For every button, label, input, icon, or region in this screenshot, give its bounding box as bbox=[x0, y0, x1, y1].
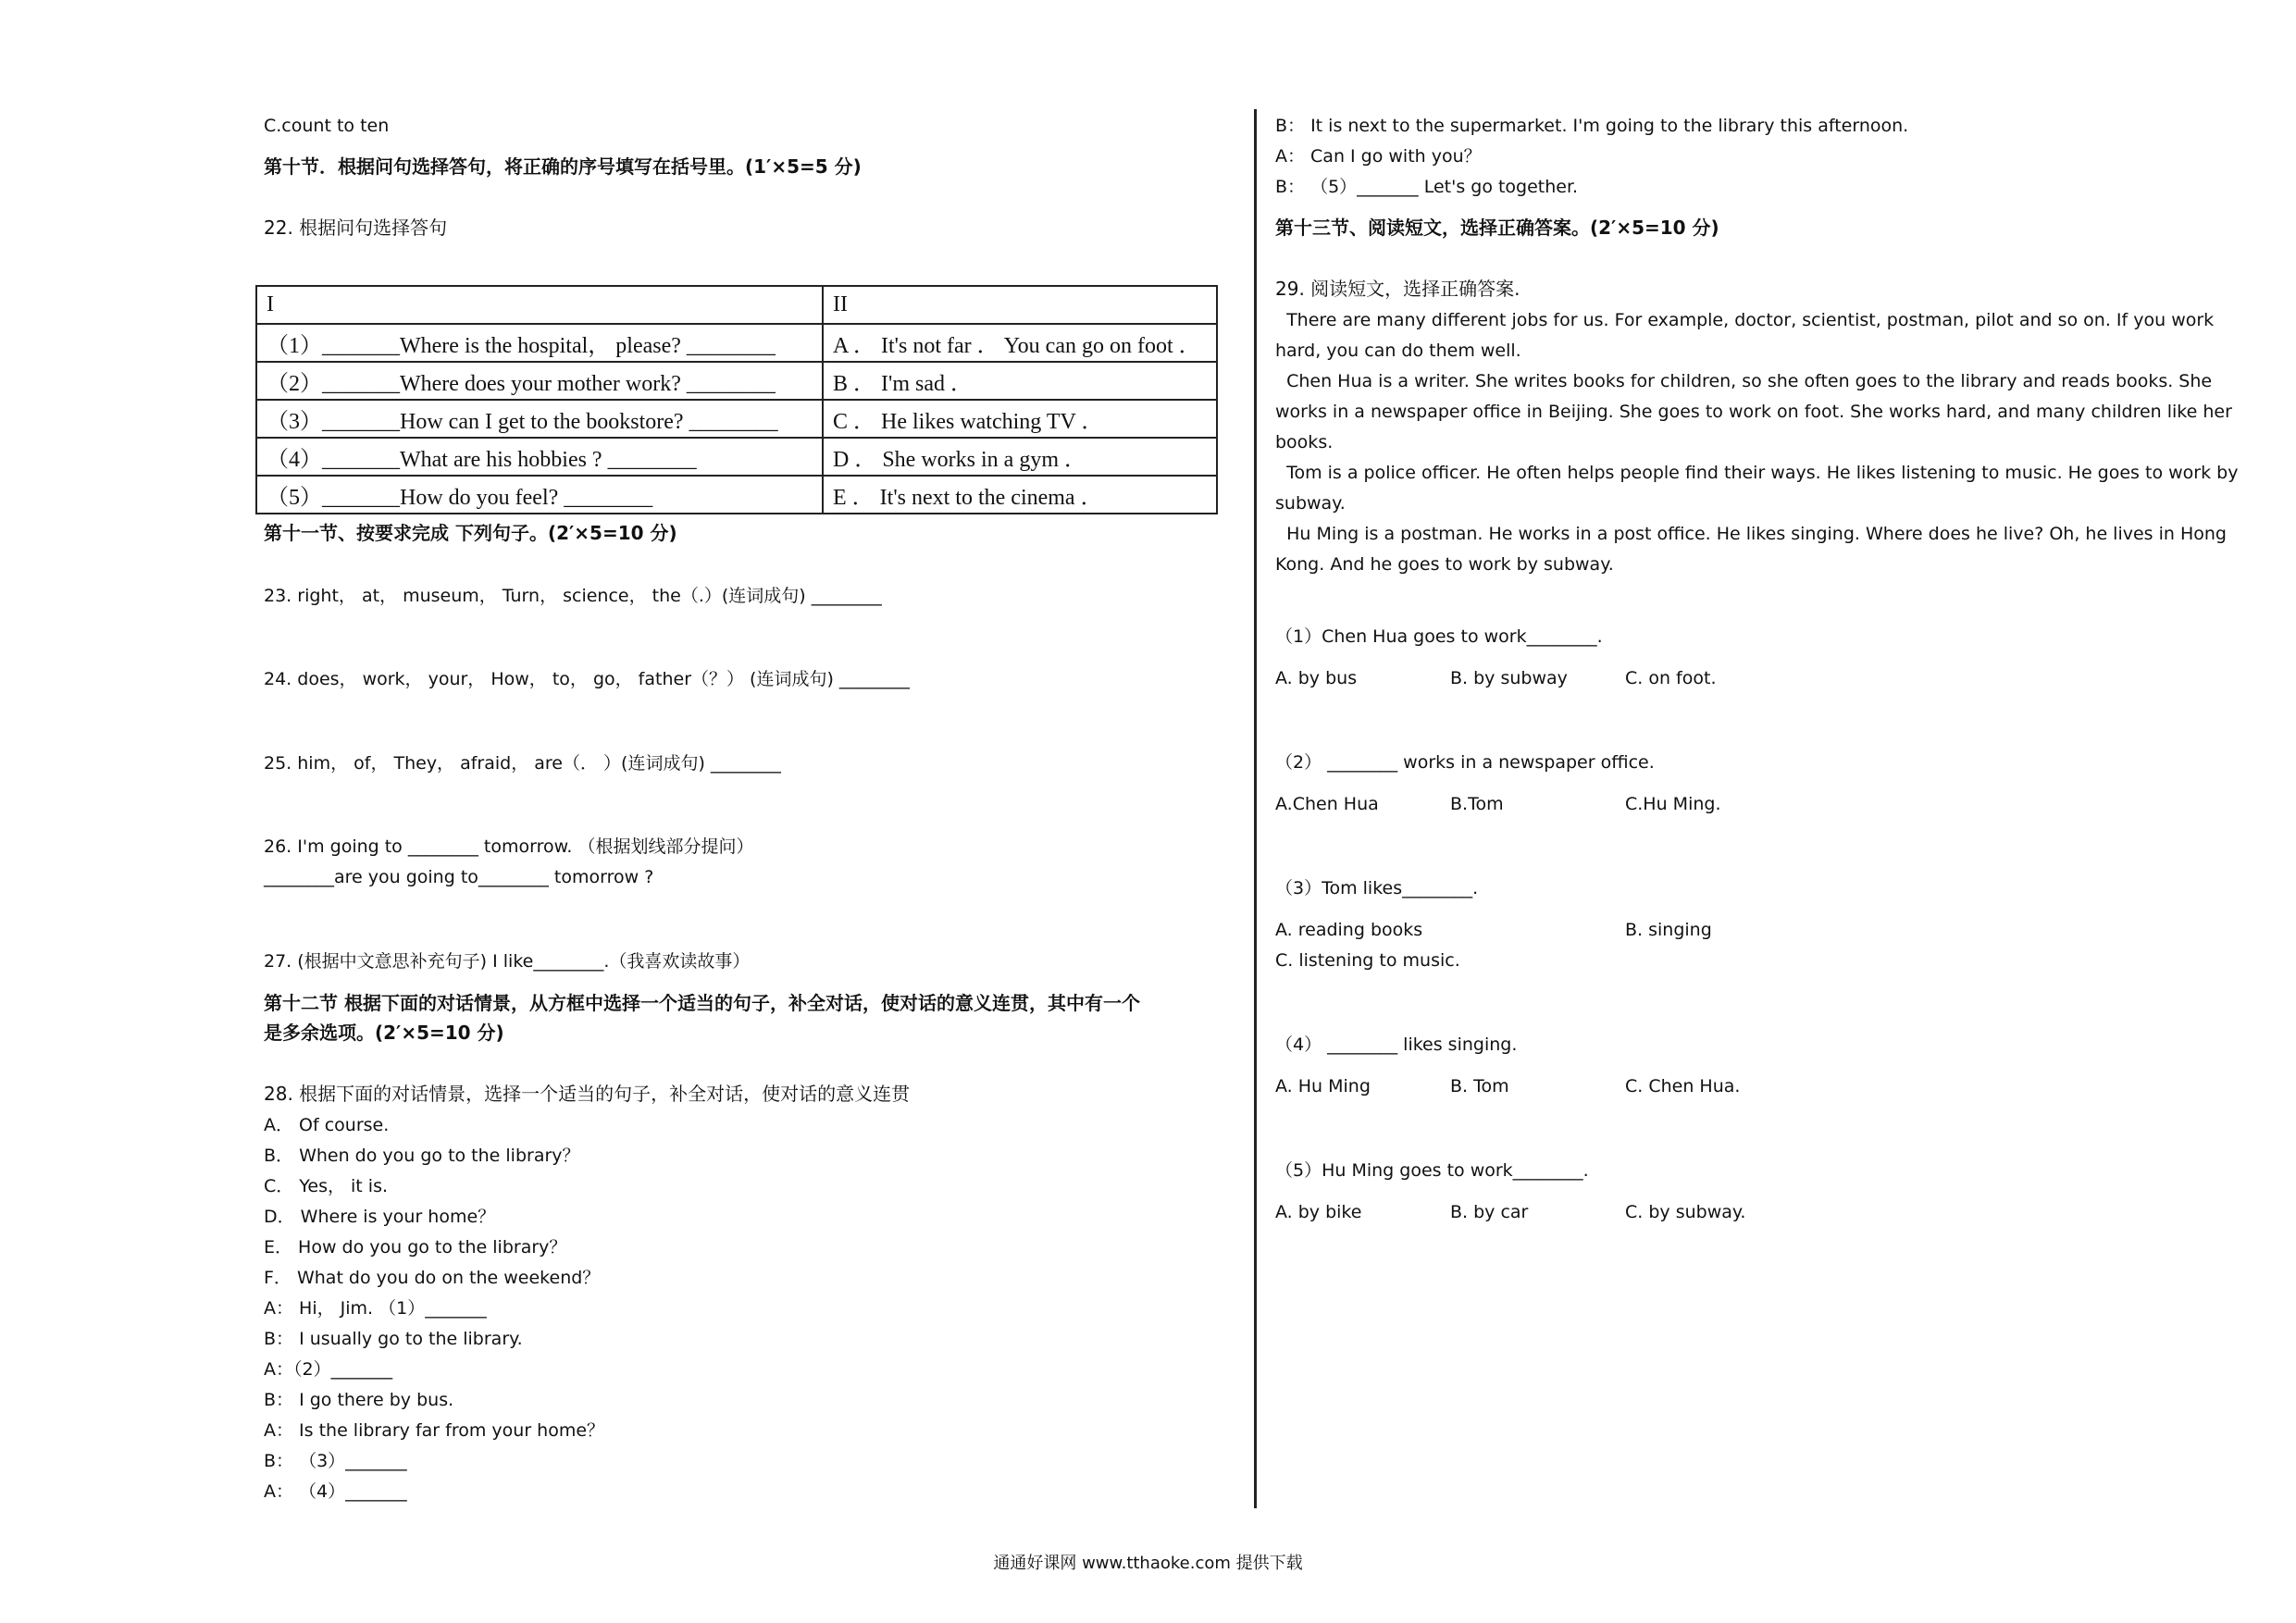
column-divider bbox=[1254, 109, 1257, 1508]
section-heading: 第十二节 根据下面的对话情景，从方框中选择一个适当的句子，补全对话，使对话的意义连贯，其中有一个 bbox=[264, 992, 1140, 1014]
passage-line: Chen Hua is a writer. She writes books for children, so she often goes to the library and reads books. She bbox=[1275, 371, 2213, 391]
question-28: 28. 根据下面的对话情景，选择一个适当的句子，补全对话，使对话的意义连贯 bbox=[264, 1083, 911, 1105]
table-row bbox=[256, 362, 1217, 400]
dialogue-line: A： （4）_______ bbox=[264, 1481, 407, 1502]
dialogue-line: B： It is next to the supermarket. I'm going to the library this afternoon. bbox=[1275, 116, 1909, 136]
question-26: 26. I'm going to ________ tomorrow. （根据划线部分提问） bbox=[264, 836, 754, 857]
dialogue-line: A：（2）_______ bbox=[264, 1359, 393, 1380]
table-question: （1）_______Where is the hospital， please? ________ bbox=[256, 324, 823, 362]
choice-c: C.Hu Ming. bbox=[1625, 794, 1721, 814]
section-heading-cont: 是多余选项。(2′×5=10 分) bbox=[264, 1022, 504, 1044]
dialogue-line: B： （3）_______ bbox=[264, 1451, 407, 1471]
dialogue-line: A： Is the library far from your home？ bbox=[264, 1420, 605, 1441]
table-answer: C ． He likes watching TV ． bbox=[823, 400, 1217, 438]
table-answer: D ． She works in a gym ． bbox=[823, 438, 1217, 476]
matching-table bbox=[255, 285, 1218, 514]
option-line: E． How do you go to the library？ bbox=[264, 1237, 567, 1258]
table-question: （2）_______Where does your mother work? ________ bbox=[256, 362, 823, 400]
table-row bbox=[256, 438, 1217, 476]
choice-a: A. by bike bbox=[1275, 1202, 1362, 1222]
choice-b: B. by car bbox=[1450, 1202, 1529, 1222]
table-question: （3）_______How can I get to the bookstore? ________ bbox=[256, 400, 823, 438]
option-line: D． Where is your home？ bbox=[264, 1207, 496, 1227]
choice-c: C. on foot. bbox=[1625, 668, 1717, 688]
table-row bbox=[256, 476, 1217, 514]
option-line: A． Of course. bbox=[264, 1115, 390, 1135]
passage-line: Kong. And he goes to work by subway. bbox=[1275, 554, 1614, 575]
sub-question: （4） ________ likes singing. bbox=[1275, 1035, 1518, 1055]
table-question: （5）_______How do you feel? ________ bbox=[256, 476, 823, 514]
sub-question: （5）Hu Ming goes to work________. bbox=[1275, 1160, 1589, 1181]
table-row bbox=[256, 324, 1217, 362]
question-29: 29. 阅读短文，选择正确答案. bbox=[1275, 278, 1520, 300]
choice-b: B. by subway bbox=[1450, 668, 1568, 688]
sub-question: （2） ________ works in a newspaper office. bbox=[1275, 752, 1655, 773]
passage-line: There are many different jobs for us. For example, doctor, scientist, postman, pilot and so on. If you work bbox=[1275, 310, 2215, 330]
option-line: C． Yes， it is. bbox=[264, 1176, 389, 1196]
section-heading: 第十节．根据问句选择答句，将正确的序号填写在括号里。(1′×5=5 分) bbox=[264, 155, 862, 178]
choice-c: C. listening to music. bbox=[1275, 950, 1460, 971]
passage-line: Tom is a police officer. He often helps people find their ways. He likes listening to music. He goes to work by bbox=[1275, 463, 2239, 483]
choice-b: B. singing bbox=[1625, 920, 1712, 940]
passage-line: works in a newspaper office in Beijing. She goes to work on foot. She works hard, and many children like her bbox=[1275, 402, 2232, 422]
sub-question: （3）Tom likes________. bbox=[1275, 878, 1479, 898]
table-header-1: I bbox=[256, 286, 823, 324]
question-24: 24. does， work， your， How， to， go， father（？） (连词成句) ________ bbox=[264, 669, 910, 689]
option-line: B． When do you go to the library？ bbox=[264, 1146, 580, 1166]
passage-line: Hu Ming is a postman. He works in a post office. He likes singing. Where does he live? Oh, he lives in Hong bbox=[1275, 524, 2227, 544]
section-heading: 第十一节、按要求完成 下列句子。(2′×5=10 分) bbox=[264, 522, 677, 544]
table-header-row bbox=[256, 286, 1217, 324]
passage-line: books. bbox=[1275, 432, 1334, 452]
dialogue-line: B： （5）_______ Let's go together. bbox=[1275, 177, 1579, 197]
choice-c: C. Chen Hua. bbox=[1625, 1076, 1741, 1096]
question-27: 27. (根据中文意思补充句子) I like________.（我喜欢读故事） bbox=[264, 951, 751, 972]
choice-b: B.Tom bbox=[1450, 794, 1504, 814]
passage-line: hard, you can do them well. bbox=[1275, 341, 1521, 361]
table-answer: B ． I'm sad ． bbox=[823, 362, 1217, 400]
choice-a: A.Chen Hua bbox=[1275, 794, 1379, 814]
table-answer: E ． It's next to the cinema ． bbox=[823, 476, 1217, 514]
question-23: 23. right， at， museum， Turn， science， the（.）(连词成句) ________ bbox=[264, 586, 882, 606]
dialogue-line: B： I go there by bus. bbox=[264, 1390, 454, 1410]
option-line: F． What do you do on the weekend？ bbox=[264, 1268, 601, 1288]
question-26-followup: ________are you going to________ tomorrow ? bbox=[264, 867, 654, 887]
option-line: C.count to ten bbox=[264, 116, 390, 136]
table-row bbox=[256, 400, 1217, 438]
table-question: （4）_______What are his hobbies ? ________ bbox=[256, 438, 823, 476]
choice-a: A. Hu Ming bbox=[1275, 1076, 1371, 1096]
table-answer: A ． It's not far ． You can go on foot ． bbox=[823, 324, 1217, 362]
passage-line: subway. bbox=[1275, 493, 1346, 514]
choice-a: A. reading books bbox=[1275, 920, 1423, 940]
table-header-2: II bbox=[823, 286, 1217, 324]
sub-question: （1）Chen Hua goes to work________. bbox=[1275, 626, 1603, 647]
question-22: 22. 根据问句选择答句 bbox=[264, 217, 448, 239]
choice-b: B. Tom bbox=[1450, 1076, 1509, 1096]
dialogue-line: A： Can I go with you？ bbox=[1275, 146, 1482, 167]
page-footer: 通通好课网 www.tthaoke.com 提供下载 bbox=[993, 1554, 1303, 1573]
choice-c: C. by subway. bbox=[1625, 1202, 1746, 1222]
dialogue-line: A： Hi， Jim. （1）_______ bbox=[264, 1298, 487, 1319]
choice-a: A. by bus bbox=[1275, 668, 1358, 688]
dialogue-line: B： I usually go to the library. bbox=[264, 1329, 523, 1349]
question-25: 25. him， of， They， afraid， are（． ）(连词成句) ________ bbox=[264, 753, 781, 774]
section-heading: 第十三节、阅读短文，选择正确答案。(2′×5=10 分) bbox=[1275, 217, 1719, 239]
